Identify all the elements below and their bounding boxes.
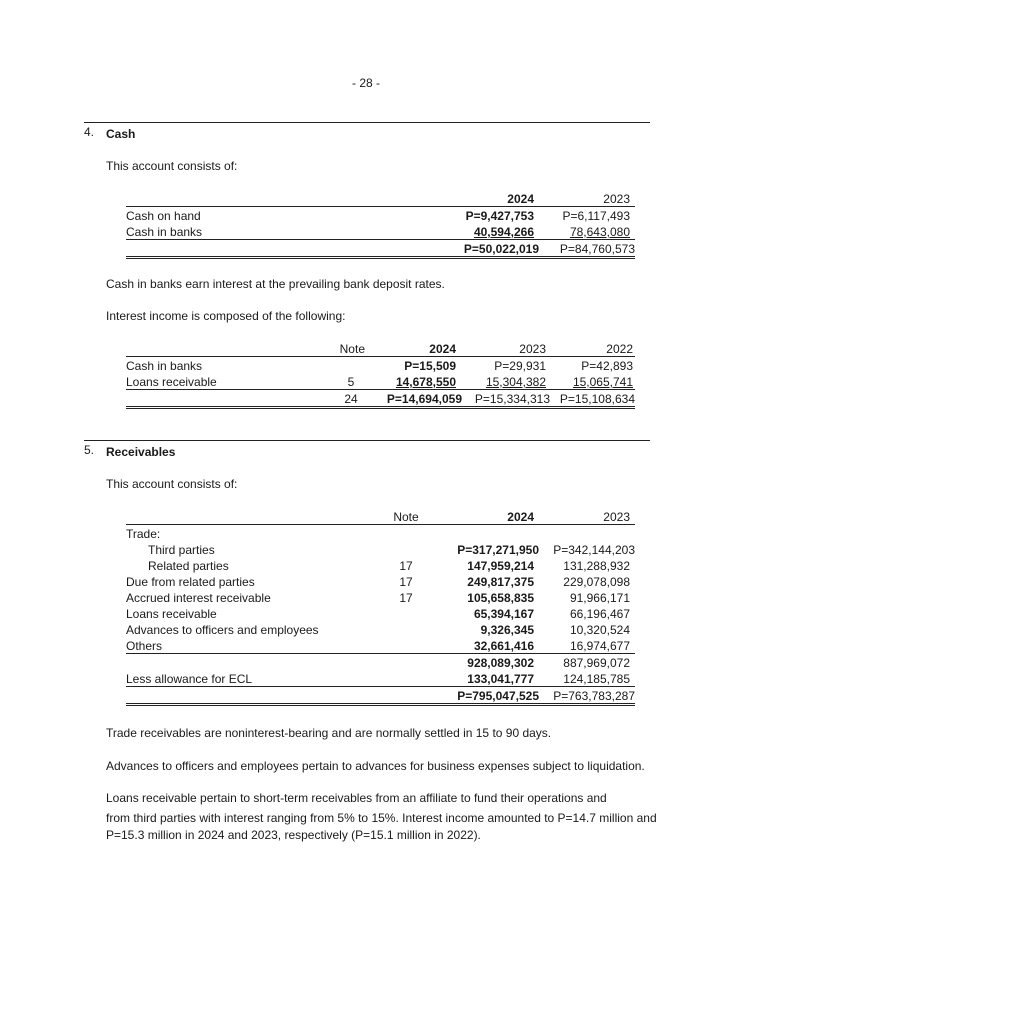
- value-2023: P=29,931: [494, 359, 546, 373]
- total-2023: P=84,760,573: [539, 240, 635, 258]
- row-label: Others: [126, 637, 366, 654]
- value-2024: P=15,509: [404, 359, 456, 373]
- row-label: Due from related parties: [126, 575, 255, 589]
- column-header: 2024: [368, 340, 466, 357]
- note-ref: [366, 541, 430, 557]
- column-header: 2023: [466, 340, 552, 357]
- table-row: [126, 357, 635, 374]
- value-2022: P=42,893: [581, 359, 633, 373]
- column-header: 2023: [539, 508, 635, 525]
- value-2022: 15,065,741: [552, 373, 635, 390]
- column-header: 2022: [552, 340, 635, 357]
- section-heading: Receivables: [106, 445, 176, 459]
- note-ref: [366, 605, 430, 621]
- total-2023: P=763,783,287: [539, 687, 635, 705]
- value-2023: 124,185,785: [539, 670, 635, 687]
- row-label: Third parties: [148, 543, 215, 557]
- value-2024: 14,678,550: [368, 373, 466, 390]
- section-intro: This account consists of:: [106, 477, 238, 491]
- paragraph: Trade receivables are noninterest-bearing and are normally settled in 15 to 90 days.: [106, 726, 552, 740]
- total-2024: P=795,047,525: [430, 687, 539, 705]
- value-2023: P=6,117,493: [562, 209, 630, 223]
- table-row: [126, 557, 635, 573]
- total-2024: P=14,694,059: [368, 390, 466, 408]
- note-ref: [366, 637, 430, 654]
- column-header: 2024: [430, 508, 539, 525]
- cash-note-text: Cash in banks earn interest at the prevailing bank deposit rates.: [106, 277, 445, 291]
- value-2024: 133,041,777: [430, 670, 539, 687]
- paragraph: Loans receivable pertain to short-term receivables from an affiliate to fund their operations and: [106, 791, 607, 805]
- section-number: 5.: [84, 443, 95, 457]
- paragraph: from third parties with interest ranging from 5% to 15%. Interest income amounted to P=14.7 million and: [106, 811, 657, 825]
- value-2023: 229,078,098: [563, 575, 630, 589]
- value-2024: 147,959,214: [467, 559, 534, 573]
- value-2024: P=317,271,950: [457, 543, 539, 557]
- section-intro: This account consists of:: [106, 159, 238, 173]
- table-row: [126, 525, 635, 542]
- table-row: [126, 621, 635, 637]
- row-label: Trade:: [126, 527, 161, 541]
- cash-table: [126, 190, 635, 259]
- note-ref: 24: [316, 390, 368, 408]
- section-heading: Cash: [106, 127, 136, 141]
- table-header-row: [126, 340, 635, 357]
- note-ref: [316, 357, 368, 374]
- table-row: [126, 573, 635, 589]
- receivables-table: [126, 508, 635, 706]
- value-2024: 32,661,416: [430, 637, 539, 654]
- value-2023: 66,196,467: [569, 607, 630, 621]
- note-ref: 17: [399, 575, 413, 589]
- section-divider: [84, 440, 650, 441]
- table-header-row: [126, 508, 635, 525]
- value-2023: 16,974,677: [539, 637, 635, 654]
- section-number: 4.: [84, 125, 95, 139]
- column-header: 2024: [446, 190, 539, 207]
- subtotal-2024: 928,089,302: [467, 656, 534, 670]
- value-2024: 105,658,835: [467, 591, 534, 605]
- row-label: Cash in banks: [126, 223, 446, 240]
- row-label: Related parties: [148, 559, 229, 573]
- row-label: Advances to officers and employees: [126, 623, 319, 637]
- total-2023: P=15,334,313: [466, 390, 552, 408]
- table-row: [126, 373, 635, 390]
- table-row: [126, 541, 635, 557]
- row-label: Loans receivable: [126, 373, 316, 390]
- value-2023: 91,966,171: [569, 591, 630, 605]
- total-2024: P=50,022,019: [446, 240, 539, 258]
- note-ref: 17: [399, 591, 413, 605]
- interest-income-table: [126, 340, 635, 409]
- total-row: [126, 390, 635, 408]
- total-row: [126, 240, 635, 258]
- note-ref: 5: [316, 373, 368, 390]
- total-row: [126, 687, 635, 705]
- value-2024: P=9,427,753: [465, 209, 534, 223]
- allowance-row: [126, 670, 635, 687]
- value-2023: 10,320,524: [569, 623, 630, 637]
- value-2023: 78,643,080: [539, 223, 635, 240]
- value-2024: 9,326,345: [480, 623, 534, 637]
- row-label: Less allowance for ECL: [126, 670, 366, 687]
- value-2024: 40,594,266: [446, 223, 539, 240]
- row-label: Cash in banks: [126, 359, 203, 373]
- column-header: Note: [366, 508, 430, 525]
- table-row: [126, 637, 635, 654]
- note-ref: [366, 621, 430, 637]
- column-header: Note: [316, 340, 368, 357]
- total-2022: P=15,108,634: [552, 390, 635, 408]
- row-label: Accrued interest receivable: [126, 591, 271, 605]
- value-2024: 65,394,167: [473, 607, 534, 621]
- interest-intro: Interest income is composed of the following:: [106, 309, 346, 323]
- section-divider: [84, 122, 650, 123]
- table-header-row: [126, 190, 635, 207]
- table-row: [126, 223, 635, 240]
- paragraph: Advances to officers and employees pertain to advances for business expenses subject to liquidation.: [106, 759, 645, 773]
- value-2024: 249,817,375: [467, 575, 534, 589]
- table-row: [126, 589, 635, 605]
- table-row: [126, 605, 635, 621]
- table-row: [126, 207, 635, 224]
- row-label: Loans receivable: [126, 607, 217, 621]
- column-header: 2023: [539, 190, 635, 207]
- subtotal-2023: 887,969,072: [563, 656, 630, 670]
- value-2023: 15,304,382: [466, 373, 552, 390]
- note-ref: 17: [399, 559, 413, 573]
- value-2023: P=342,144,203: [553, 543, 635, 557]
- page-number: - 28 -: [352, 76, 381, 90]
- value-2023: 131,288,932: [563, 559, 630, 573]
- paragraph: P=15.3 million in 2024 and 2023, respectively (P=15.1 million in 2022).: [106, 828, 481, 842]
- subtotal-row: [126, 654, 635, 671]
- row-label: Cash on hand: [126, 209, 201, 223]
